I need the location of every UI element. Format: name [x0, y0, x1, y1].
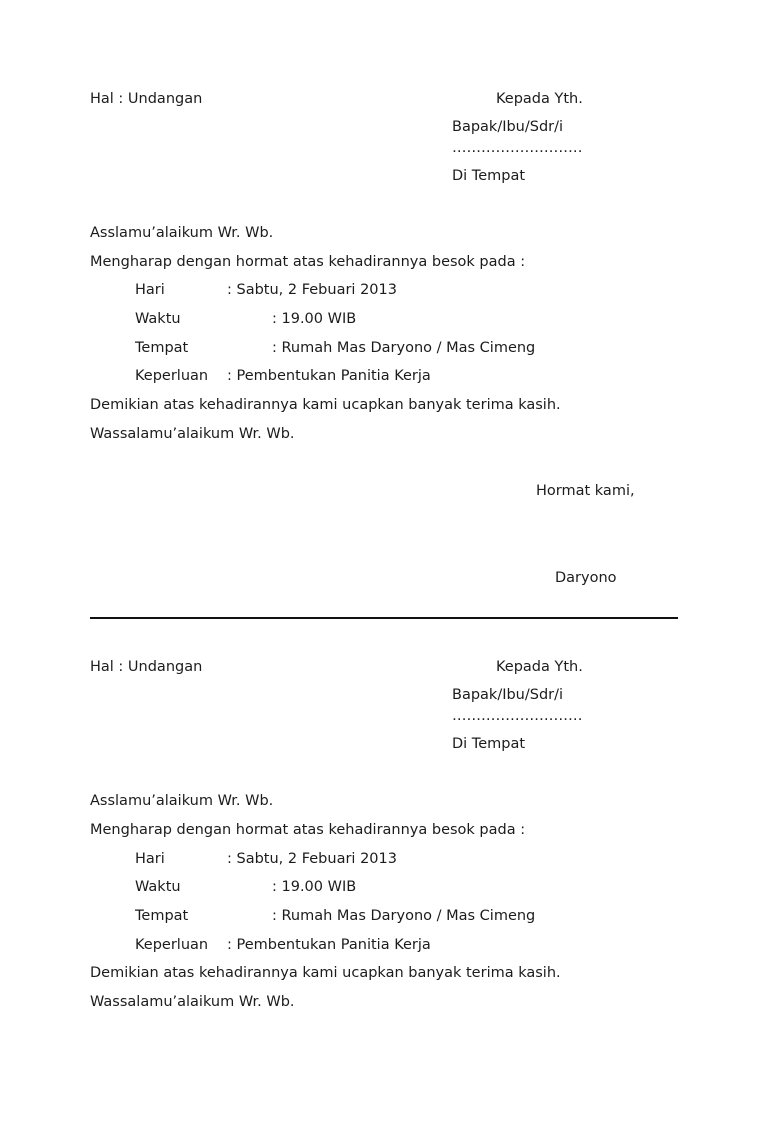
- detail-value-tempat: : Rumah Mas Daryono / Mas Cimeng: [272, 908, 536, 924]
- recipient-to: Kepada Yth.: [496, 659, 583, 675]
- detail-label-hari: Hari: [135, 282, 165, 298]
- detail-value-hari: : Sabtu, 2 Febuari 2013: [227, 851, 397, 867]
- detail-label-hari: Hari: [135, 851, 165, 867]
- intro-text: Mengharap dengan hormat atas kehadirannya besok pada :: [90, 254, 526, 270]
- invitation-letter: [0, 568, 768, 1128]
- detail-value-waktu: : 19.00 WIB: [272, 879, 357, 895]
- recipient-blank: ………………………: [452, 140, 583, 156]
- recipient-blank: ………………………: [452, 708, 583, 724]
- detail-value-hari: : Sabtu, 2 Febuari 2013: [227, 282, 397, 298]
- greeting: Asslamu’alaikum Wr. Wb.: [90, 225, 274, 241]
- recipient-name: Bapak/Ibu/Sdr/i: [452, 687, 564, 703]
- greeting: Asslamu’alaikum Wr. Wb.: [90, 793, 274, 809]
- detail-label-keperluan: Keperluan: [135, 368, 209, 384]
- detail-label-tempat: Tempat: [135, 340, 189, 356]
- detail-label-keperluan: Keperluan: [135, 937, 209, 953]
- detail-label-waktu: Waktu: [135, 879, 181, 895]
- letter-subject: Hal : Undangan: [90, 91, 203, 107]
- detail-value-keperluan: : Pembentukan Panitia Kerja: [227, 937, 431, 953]
- signatory-name: Daryono: [555, 570, 617, 586]
- letter-subject: Hal : Undangan: [90, 659, 203, 675]
- recipient-name: Bapak/Ibu/Sdr/i: [452, 119, 564, 135]
- closing-text: Demikian atas kehadirannya kami ucapkan banyak terima kasih.: [90, 965, 561, 981]
- detail-value-tempat: : Rumah Mas Daryono / Mas Cimeng: [272, 340, 536, 356]
- sign-off: Hormat kami,: [536, 483, 635, 499]
- detail-value-waktu: : 19.00 WIB: [272, 311, 357, 327]
- closing-text: Demikian atas kehadirannya kami ucapkan banyak terima kasih.: [90, 397, 561, 413]
- farewell: Wassalamu’alaikum Wr. Wb.: [90, 994, 295, 1010]
- recipient-place: Di Tempat: [452, 168, 526, 184]
- farewell: Wassalamu’alaikum Wr. Wb.: [90, 426, 295, 442]
- recipient-place: Di Tempat: [452, 736, 526, 752]
- recipient-to: Kepada Yth.: [496, 91, 583, 107]
- intro-text: Mengharap dengan hormat atas kehadirannya besok pada :: [90, 822, 526, 838]
- detail-label-tempat: Tempat: [135, 908, 189, 924]
- detail-label-waktu: Waktu: [135, 311, 181, 327]
- detail-value-keperluan: : Pembentukan Panitia Kerja: [227, 368, 431, 384]
